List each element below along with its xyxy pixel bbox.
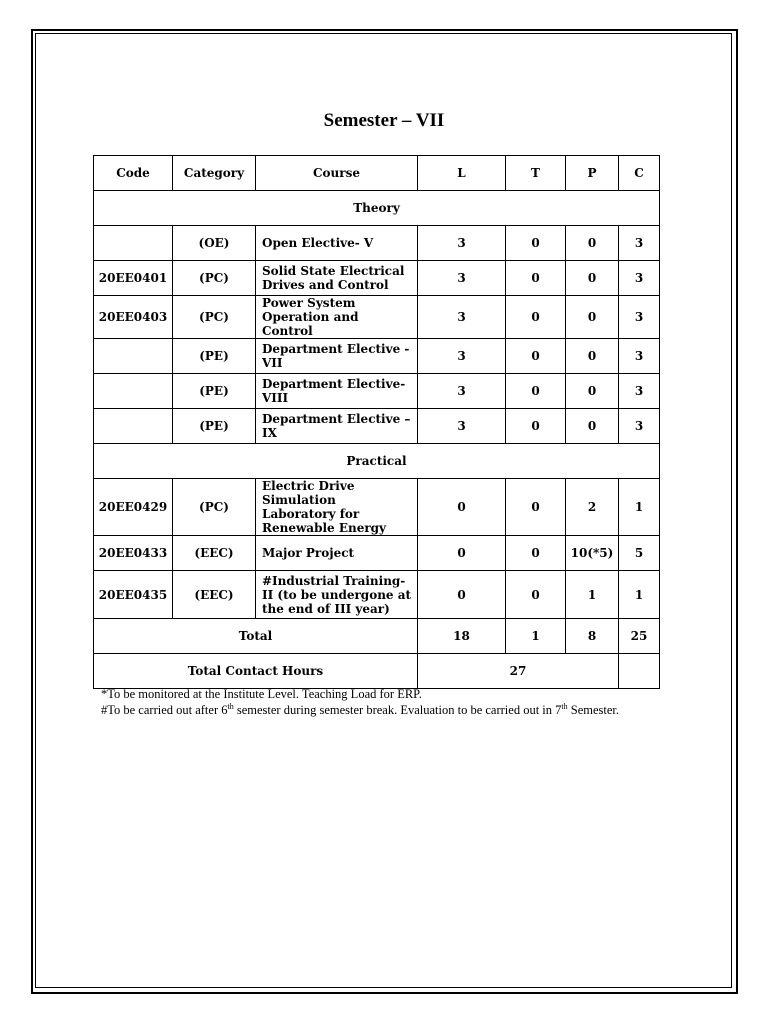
cell-p: 0	[566, 409, 619, 444]
cell-code: 20EE0429	[94, 479, 173, 536]
section-label-practical: Practical	[94, 444, 660, 479]
cell-p: 0	[566, 226, 619, 261]
cell-l: 3	[418, 409, 506, 444]
footnote-text: semester during semester break. Evaluation to be carried out in 7	[233, 703, 562, 717]
cell-course: Solid State Electrical Drives and Control	[256, 261, 418, 296]
footnote-text: Semester.	[567, 703, 620, 717]
header-c: C	[619, 156, 660, 191]
cell-category: (PC)	[173, 479, 256, 536]
contact-hours-row	[94, 654, 660, 689]
cell-code	[94, 226, 173, 261]
cell-c: 3	[619, 409, 660, 444]
cell-t: 0	[506, 479, 566, 536]
header-code: Code	[94, 156, 173, 191]
cell-category: (PE)	[173, 339, 256, 374]
cell-c: 3	[619, 226, 660, 261]
header-t: T	[506, 156, 566, 191]
section-row-practical	[94, 444, 660, 479]
cell-c: 1	[619, 571, 660, 619]
cell-l: 0	[418, 479, 506, 536]
header-l: L	[418, 156, 506, 191]
total-c: 25	[619, 619, 660, 654]
cell-l: 3	[418, 226, 506, 261]
cell-t: 0	[506, 536, 566, 571]
cell-code	[94, 409, 173, 444]
page-title: Semester – VII	[323, 110, 445, 131]
contact-hours-empty	[619, 654, 660, 689]
cell-course: Major Project	[256, 536, 418, 571]
cell-l: 3	[418, 374, 506, 409]
cell-t: 0	[506, 226, 566, 261]
cell-course: Department Elective - VII	[256, 339, 418, 374]
cell-code	[94, 374, 173, 409]
cell-t: 0	[506, 409, 566, 444]
cell-course: Open Elective- V	[256, 226, 418, 261]
cell-category: (PE)	[173, 409, 256, 444]
cell-category: (PE)	[173, 374, 256, 409]
cell-p: 0	[566, 339, 619, 374]
cell-course: Electric Drive Simulation Laboratory for Renewable Energy	[256, 479, 418, 536]
table-row	[94, 296, 660, 339]
table-row	[94, 479, 660, 536]
table-row	[94, 261, 660, 296]
cell-p: 1	[566, 571, 619, 619]
table-row	[94, 339, 660, 374]
cell-course: Department Elective – IX	[256, 409, 418, 444]
cell-category: (PC)	[173, 261, 256, 296]
cell-p: 0	[566, 296, 619, 339]
section-label-theory: Theory	[94, 191, 660, 226]
cell-category: (EEC)	[173, 536, 256, 571]
cell-t: 0	[506, 339, 566, 374]
cell-c: 3	[619, 374, 660, 409]
header-category: Category	[173, 156, 256, 191]
cell-code: 20EE0403	[94, 296, 173, 339]
cell-course: #Industrial Training-II (to be undergone at the end of III year)	[256, 571, 418, 619]
cell-c: 5	[619, 536, 660, 571]
superscript: th	[227, 701, 234, 711]
cell-category: (OE)	[173, 226, 256, 261]
total-label: Total	[94, 619, 418, 654]
table-row	[94, 409, 660, 444]
cell-code	[94, 339, 173, 374]
cell-p: 0	[566, 261, 619, 296]
footnote-monitoring: *To be monitored at the Institute Level. Teaching Load for ERP.	[101, 687, 422, 701]
table-row	[94, 571, 660, 619]
semester-schedule-table	[93, 155, 660, 689]
header-course: Course	[256, 156, 418, 191]
cell-l: 3	[418, 339, 506, 374]
cell-t: 0	[506, 374, 566, 409]
cell-l: 3	[418, 261, 506, 296]
contact-hours-value: 27	[418, 654, 619, 689]
cell-p: 0	[566, 374, 619, 409]
cell-c: 3	[619, 261, 660, 296]
cell-c: 1	[619, 479, 660, 536]
table-row	[94, 374, 660, 409]
contact-hours-label: Total Contact Hours	[94, 654, 418, 689]
cell-c: 3	[619, 296, 660, 339]
cell-p: 10(*5)	[566, 536, 619, 571]
total-t: 1	[506, 619, 566, 654]
cell-category: (PC)	[173, 296, 256, 339]
cell-p: 2	[566, 479, 619, 536]
cell-course: Power System Operation and Control	[256, 296, 418, 339]
superscript: th	[561, 701, 568, 711]
cell-t: 0	[506, 261, 566, 296]
cell-t: 0	[506, 296, 566, 339]
table-row	[94, 536, 660, 571]
header-row	[94, 156, 660, 191]
total-row	[94, 619, 660, 654]
cell-c: 3	[619, 339, 660, 374]
cell-l: 0	[418, 536, 506, 571]
header-p: P	[566, 156, 619, 191]
cell-code: 20EE0433	[94, 536, 173, 571]
total-p: 8	[566, 619, 619, 654]
cell-category: (EEC)	[173, 571, 256, 619]
cell-l: 0	[418, 571, 506, 619]
footnote-training	[101, 702, 741, 718]
cell-t: 0	[506, 571, 566, 619]
section-row-theory	[94, 191, 660, 226]
total-l: 18	[418, 619, 506, 654]
footnote-text: #To be carried out after 6	[101, 703, 228, 717]
footnotes	[101, 686, 741, 718]
cell-l: 3	[418, 296, 506, 339]
cell-code: 20EE0435	[94, 571, 173, 619]
table-row	[94, 226, 660, 261]
cell-code: 20EE0401	[94, 261, 173, 296]
cell-course: Department Elective- VIII	[256, 374, 418, 409]
